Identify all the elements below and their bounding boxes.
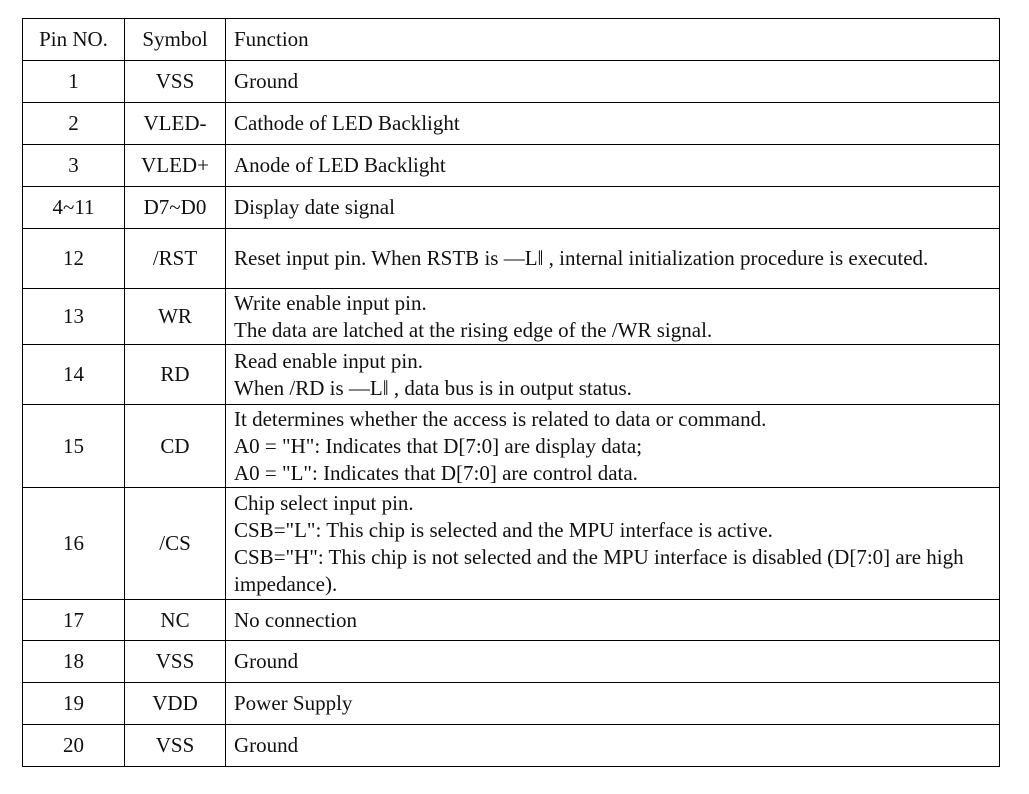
function-text-line: Power Supply: [234, 691, 353, 715]
pin-symbol-cell: VSS: [125, 641, 226, 683]
table-row: [23, 289, 1000, 345]
pin-number-cell: 15: [23, 405, 125, 488]
pin-number-cell: 2: [23, 103, 125, 145]
table-row: [23, 405, 1000, 488]
pin-symbol-cell: RD: [125, 345, 226, 405]
function-text-line: Display date signal: [234, 195, 395, 219]
function-text-line: A0 = "L": Indicates that D[7:0] are control data.: [234, 460, 638, 485]
function-text-line: Ground: [234, 649, 299, 673]
header-symbol: Symbol: [125, 19, 226, 61]
function-text-line: Anode of LED Backlight: [234, 153, 446, 177]
pin-symbol-cell: NC: [125, 600, 226, 641]
pin-symbol-cell: VLED-: [125, 103, 226, 145]
table-row: [23, 61, 1000, 103]
function-text-line: Ground: [234, 69, 299, 93]
table-row: [23, 103, 1000, 145]
header-function: Function: [226, 19, 1000, 61]
pin-definition-table: [22, 18, 1000, 767]
pin-symbol-cell: /CS: [125, 488, 226, 600]
pin-number-cell: 1: [23, 61, 125, 103]
pin-symbol-cell: WR: [125, 289, 226, 345]
function-text-line: When /RD is —L‖ , data bus is in output status.: [234, 375, 632, 400]
pin-number-cell: 19: [23, 683, 125, 725]
pin-function-cell: [226, 145, 1000, 187]
table-row: [23, 683, 1000, 725]
function-text-line: Cathode of LED Backlight: [234, 111, 460, 135]
table-row: [23, 345, 1000, 405]
function-text-line: It determines whether the access is related to data or command.: [234, 406, 767, 431]
pin-function-cell: [226, 641, 1000, 683]
table-row: [23, 488, 1000, 600]
function-text-line: Write enable input pin.: [234, 290, 427, 315]
pin-symbol-cell: D7~D0: [125, 187, 226, 229]
function-text-line: CSB="L": This chip is selected and the MPU interface is active.: [234, 517, 773, 542]
function-text-line: CSB="H": This chip is not selected and the MPU interface is disabled (D[7:0] are high impedance).: [234, 544, 964, 596]
pin-number-cell: 13: [23, 289, 125, 345]
pin-rows: [23, 61, 1000, 767]
table-row: [23, 725, 1000, 767]
pin-function-cell: [226, 289, 1000, 345]
pin-symbol-cell: VSS: [125, 61, 226, 103]
table-row: [23, 145, 1000, 187]
pin-function-cell: [226, 600, 1000, 641]
table-header-row: [23, 19, 1000, 61]
table-row: [23, 600, 1000, 641]
header-pin-no: Pin NO.: [23, 19, 125, 61]
pin-symbol-cell: VLED+: [125, 145, 226, 187]
function-text-line: A0 = "H": Indicates that D[7:0] are display data;: [234, 433, 643, 458]
function-text-line: Ground: [234, 733, 299, 757]
function-text-line: Reset input pin. When RSTB is —L‖ , internal initialization procedure is executed.: [234, 246, 929, 270]
pin-symbol-cell: VSS: [125, 725, 226, 767]
pin-function-cell: [226, 683, 1000, 725]
pin-function-cell: [226, 488, 1000, 600]
pin-number-cell: 4~11: [23, 187, 125, 229]
pin-number-cell: 20: [23, 725, 125, 767]
table-row: [23, 187, 1000, 229]
table-row: [23, 229, 1000, 289]
pin-function-cell: [226, 229, 1000, 289]
function-text-line: No connection: [234, 607, 358, 632]
pin-number-cell: 17: [23, 600, 125, 641]
pin-function-cell: [226, 103, 1000, 145]
pin-symbol-cell: /RST: [125, 229, 226, 289]
pin-number-cell: 16: [23, 488, 125, 600]
function-text-line: Read enable input pin.: [234, 348, 423, 373]
pin-function-cell: [226, 61, 1000, 103]
pin-function-cell: [226, 405, 1000, 488]
function-text-line: Chip select input pin.: [234, 490, 414, 515]
pin-number-cell: 12: [23, 229, 125, 289]
pin-number-cell: 18: [23, 641, 125, 683]
pin-symbol-cell: VDD: [125, 683, 226, 725]
function-text-line: The data are latched at the rising edge of the /WR signal.: [234, 317, 713, 342]
pin-symbol-cell: CD: [125, 405, 226, 488]
pin-function-cell: [226, 345, 1000, 405]
pin-number-cell: 14: [23, 345, 125, 405]
pin-number-cell: 3: [23, 145, 125, 187]
pin-function-cell: [226, 725, 1000, 767]
table-row: [23, 641, 1000, 683]
pin-function-cell: [226, 187, 1000, 229]
